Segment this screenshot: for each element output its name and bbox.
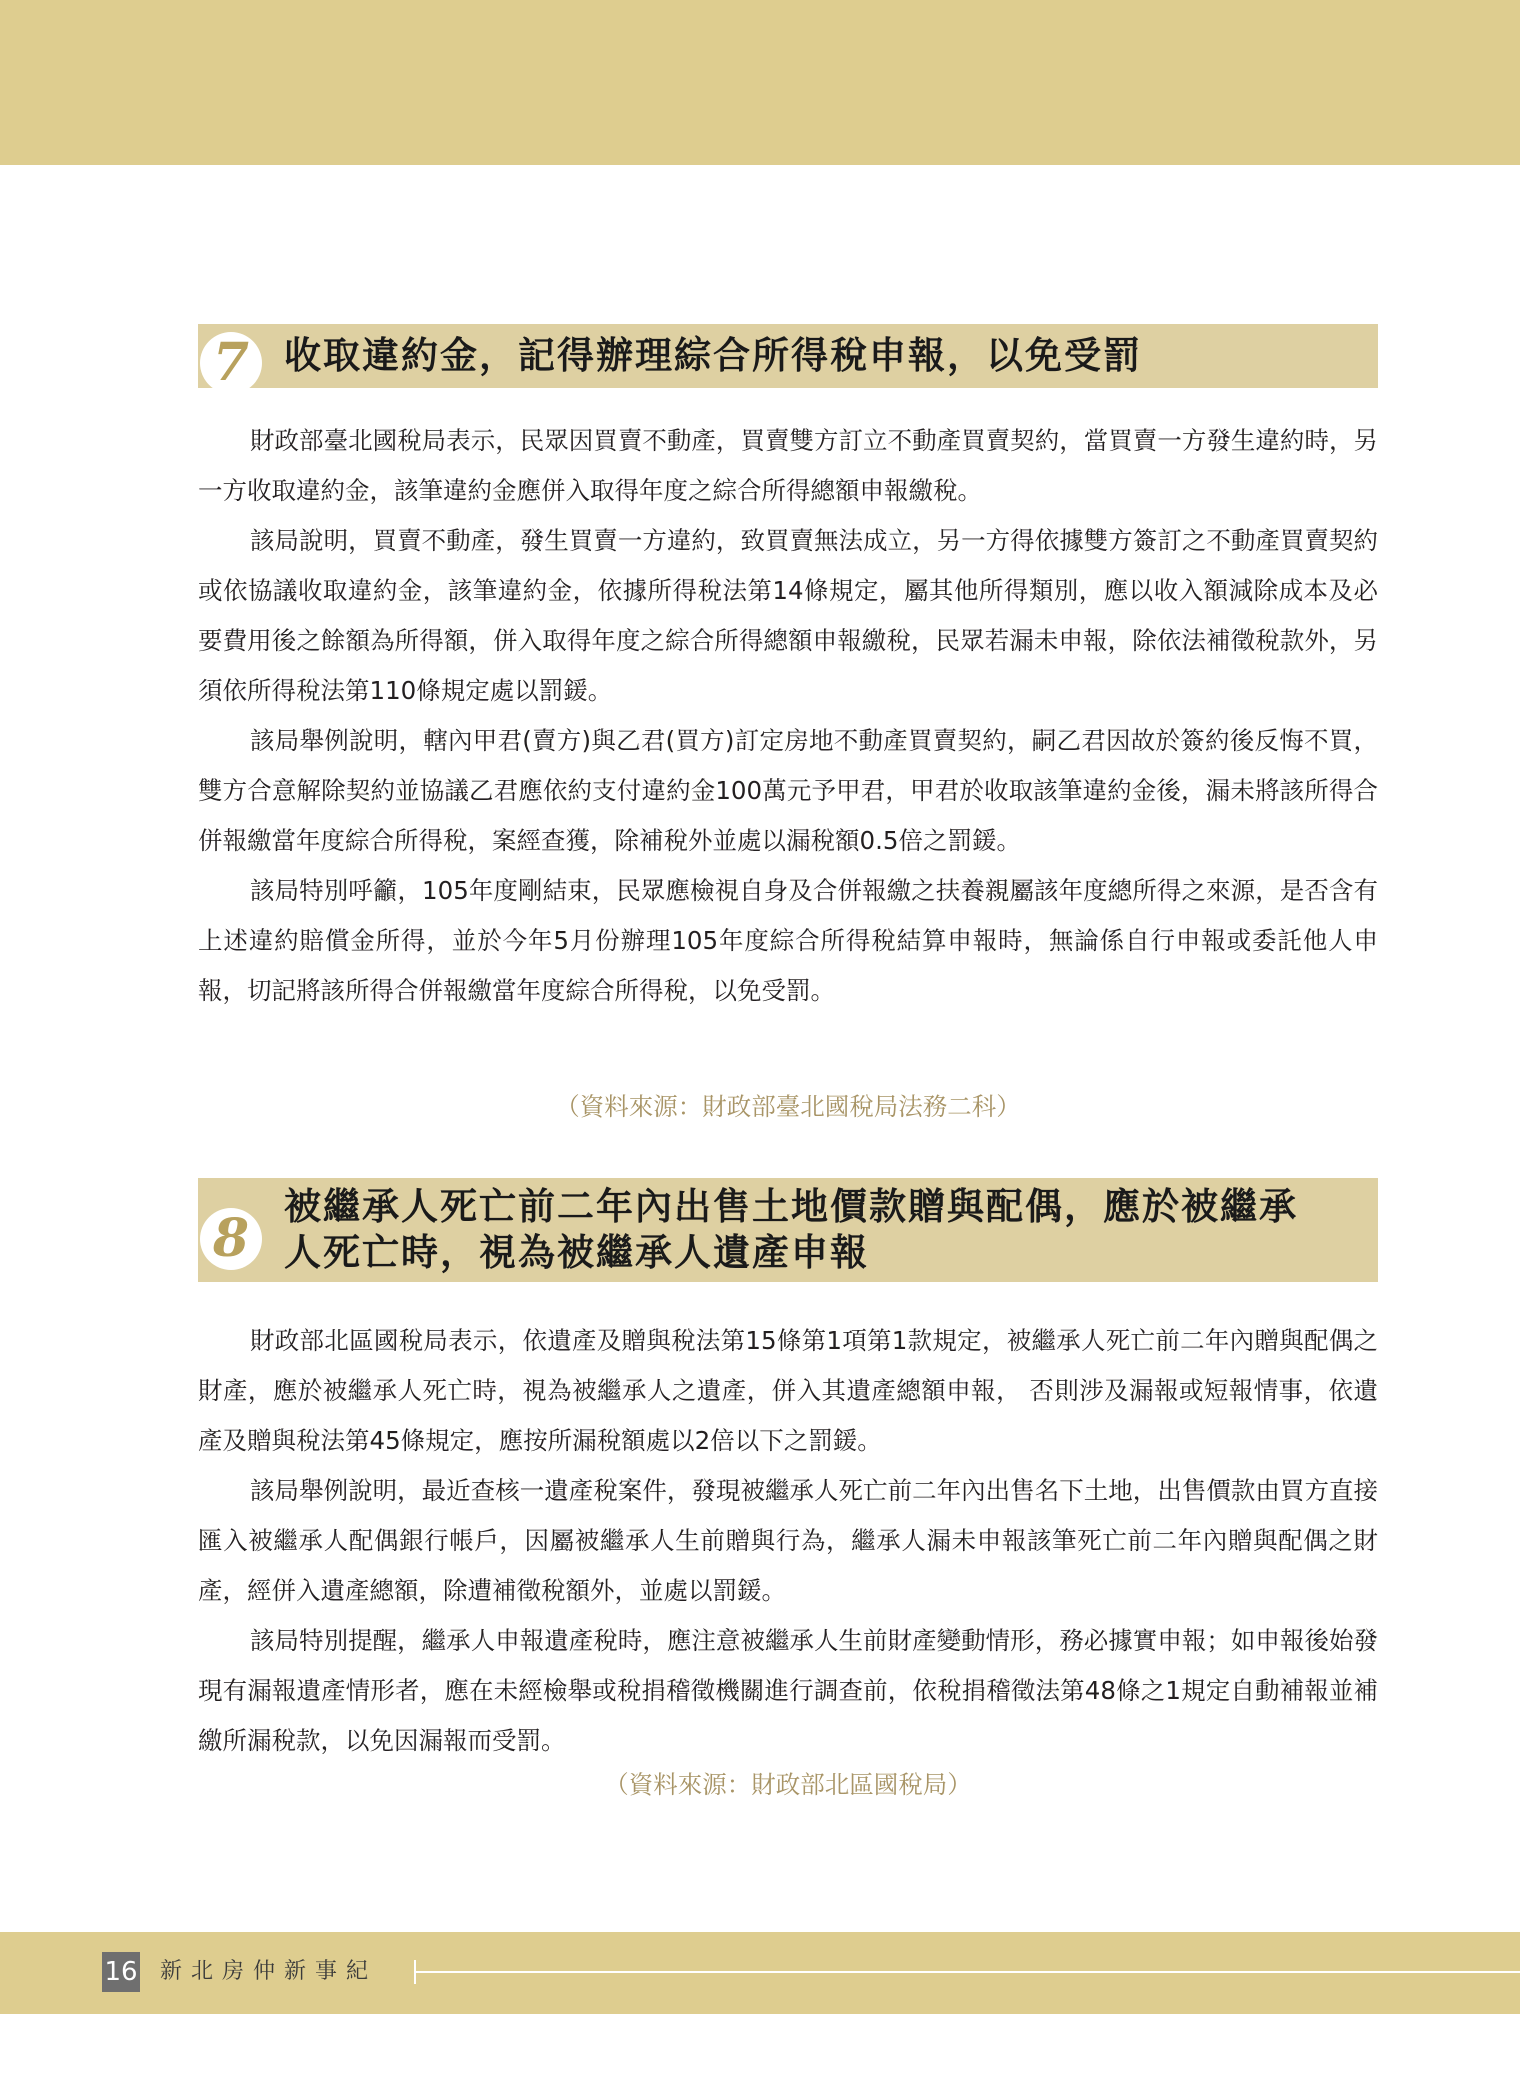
section-7-source-text: （資料來源：財政部臺北國稅局法務二科）	[555, 1092, 1021, 1121]
section-7-paragraph: 該局特別呼籲，105年度剛結束，民眾應檢視自身及合併報繳之扶養親屬該年度總所得之來源，是否含有上述違約賠償金所得，並於今年5月份辦理105年度綜合所得稅結算申報時，無論係自行申報或委託他人申報，切記將該所得合併報繳當年度綜合所得稅，以免受罰。	[198, 876, 1378, 1005]
page-number: 16	[102, 1952, 140, 1992]
section-7-paragraph: 該局說明，買賣不動產，發生買賣一方違約，致買賣無法成立，另一方得依據雙方簽訂之不動產買賣契約或依協議收取違約金，該筆違約金，依據所得稅法第14條規定，屬其他所得類別，應以收入額減除成本及必要費用後之餘額為所得額，併入取得年度之綜合所得總額申報繳稅，民眾若漏未申報，除依法補徵稅款外，另須依所得稅法第110條規定處以罰鍰。	[198, 526, 1378, 705]
section-8-title	[284, 1184, 1348, 1276]
section-8-paragraph: 財政部北區國稅局表示，依遺產及贈與稅法第15條第1項第1款規定，被繼承人死亡前二年內贈與配偶之財產，應於被繼承人死亡時，視為被繼承人之遺產，併入其遺產總額申報， 否則涉及漏報或短報情事，依遺產及贈與稅法第45條規定，應按所漏稅額處以2倍以下之罰鍰。	[198, 1326, 1378, 1455]
section-8-paragraph: 該局特別提醒，繼承人申報遺產稅時，應注意被繼承人生前財產變動情形，務必據實申報；如申報後始發現有漏報遺產情形者，應在未經檢舉或稅捐稽徵機關進行調查前，依稅捐稽徵法第48條之1規定自動補報並補繳所漏稅款，以免因漏報而受罰。	[198, 1626, 1378, 1755]
section-8-title-line-2: 人死亡時，視為被繼承人遺產申報	[284, 1231, 869, 1274]
top-decorative-band	[0, 0, 1520, 165]
section-8-number-badge: 8	[200, 1208, 262, 1270]
section-7-paragraph: 財政部臺北國稅局表示，民眾因買賣不動產，買賣雙方訂立不動產買賣契約，當買賣一方發生違約時，另一方收取違約金，該筆違約金應併入取得年度之綜合所得總額申報繳稅。	[198, 426, 1378, 505]
magazine-name: 新北房仲新事紀	[160, 1959, 378, 1984]
section-8-paragraph: 該局舉例說明，最近查核一遺產稅案件，發現被繼承人死亡前二年內出售名下土地，出售價款由買方直接匯入被繼承人配偶銀行帳戶，因屬被繼承人生前贈與行為，繼承人漏未申報該筆死亡前二年內贈與配偶之財產，經併入遺產總額，除遭補徵稅額外，並處以罰鍰。	[198, 1476, 1378, 1605]
section-7-body	[198, 416, 1378, 1016]
section-7-source	[198, 1082, 1378, 1132]
section-8-title-line-1: 被繼承人死亡前二年內出售土地價款贈與配偶，應於被繼承	[284, 1185, 1298, 1228]
section-7-header	[198, 324, 1378, 393]
section-7-number-badge: 7	[200, 332, 262, 394]
section-8-source-text: （資料來源：財政部北區國稅局）	[604, 1770, 972, 1799]
section-7-paragraph: 該局舉例說明，轄內甲君(賣方)與乙君(買方)訂定房地不動產買賣契約，嗣乙君因故於簽約後反悔不買，雙方合意解除契約並協議乙君應依約支付違約金100萬元予甲君，甲君於收取該筆違約金後，漏未將該所得合併報繳當年度綜合所得稅，案經查獲，除補稅外並處以漏稅額0.5倍之罰鍰。	[198, 726, 1378, 855]
section-8-header	[198, 1178, 1378, 1282]
section-8-source	[198, 1760, 1378, 1810]
footer-rule	[414, 1971, 1520, 1973]
section-8-body	[198, 1316, 1378, 1766]
section-7-title: 收取違約金，記得辦理綜合所得稅申報，以免受罰	[284, 334, 1142, 377]
